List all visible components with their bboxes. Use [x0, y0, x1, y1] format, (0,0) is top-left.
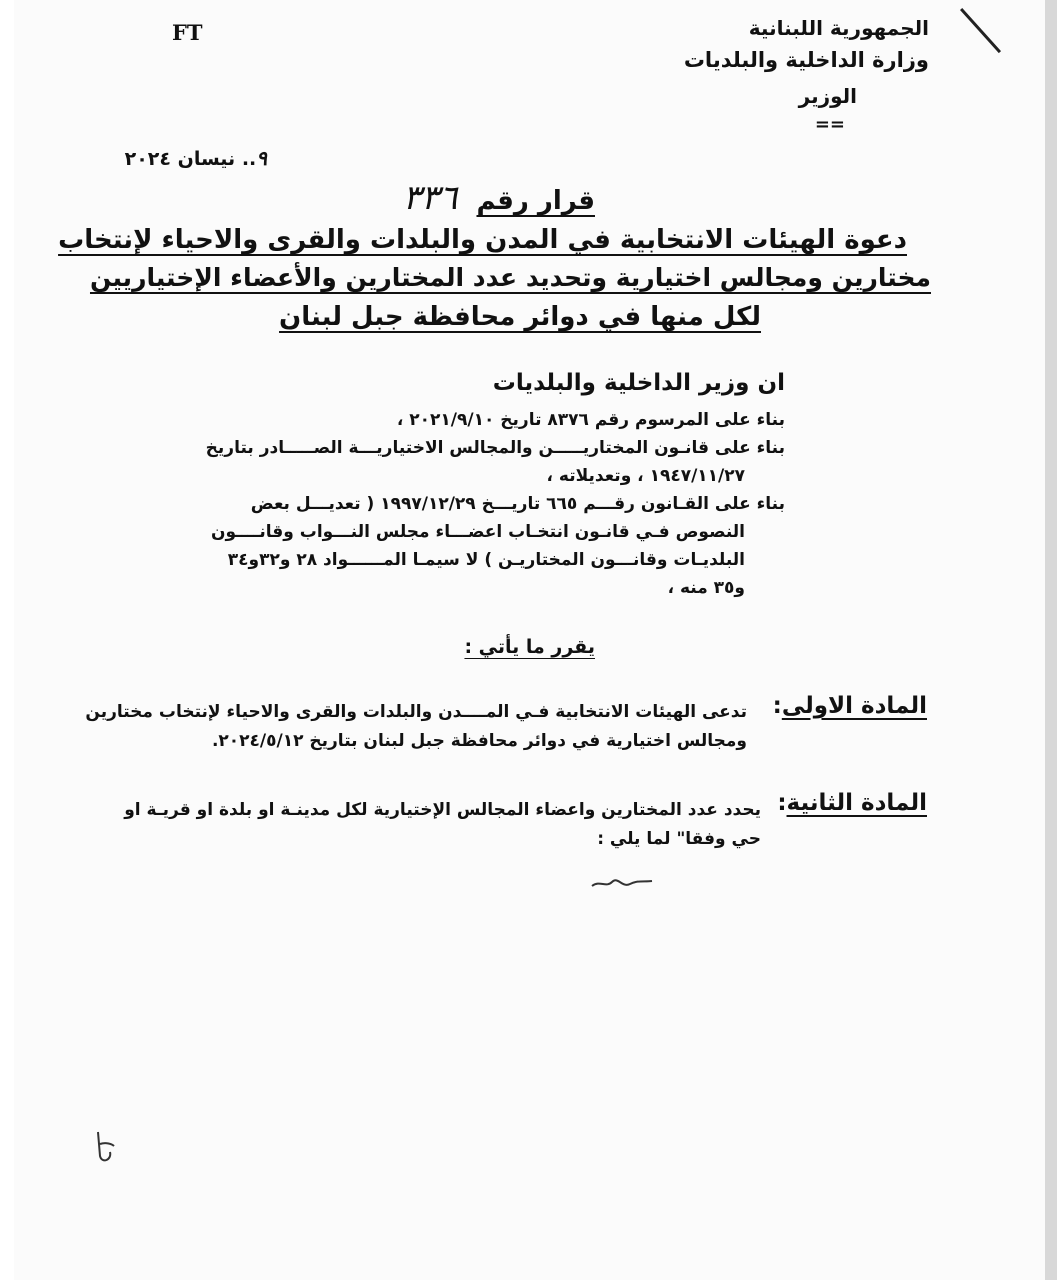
preamble-heading: ان وزير الداخلية والبلديات [492, 370, 785, 396]
article-2-text-1: يحدد عدد المختارين واعضاء المجالس الإختيارية لكل مدينـة او بلدة او قريـة او [124, 800, 761, 820]
preamble-item-6: البلديـات وقانـــون المختاريـن ) لا سيمـا المــــــواد ٢٨ و٣٢و٣٤ [227, 550, 745, 570]
preamble-item-5: النصوص فـي قانـون انتخـاب اعضـــاء مجلس النـــواب وقانــــون [210, 522, 745, 542]
article-2-heading: المادة الثانية: [777, 790, 927, 816]
decision-label: قرار رقم [476, 186, 595, 216]
title-line-2: مختارين ومجالس اختيارية وتحديد عدد المختارين والأعضاء الإختياريين [89, 263, 931, 292]
date-month-year: نيسان ٢٠٢٤ [124, 148, 236, 170]
header-republic: الجمهورية اللبنانية [748, 16, 929, 40]
handwritten-initial-mark [590, 872, 654, 894]
article-1-heading: المادة الاولى: [772, 693, 927, 719]
article-2-label: المادة الثانية [786, 790, 927, 816]
margin-pen-mark [90, 1130, 120, 1166]
preamble-item-7: و٣٥ منه ، [667, 578, 745, 598]
article-2-text-2: حي وفقا" لما يلي : [597, 829, 761, 849]
date-line: ٩.. نيسان ٢٠٢٤ [124, 146, 267, 170]
header-minister: الوزير [798, 84, 857, 108]
decides-heading: يقرر ما يأتي : [464, 636, 595, 658]
header-separator: == [814, 114, 845, 135]
article-1-text-2: ومجالس اختيارية في دوائر محافظة جبل لبنان بتاريخ ٢٠٢٤/٥/١٢. [211, 731, 747, 751]
title-line-3: لكل منها في دوائر محافظة جبل لبنان [279, 302, 761, 332]
header-ministry: وزارة الداخلية والبلديات [683, 48, 929, 72]
decision-heading [403, 178, 595, 218]
article-1-text-1: تدعى الهيئات الانتخابية فـي المــــدن والبلدات والقرى والاحياء لإنتخاب مختارين [85, 702, 747, 722]
preamble-item-4: بناء على القـانون رقـــم ٦٦٥ تاريـــخ ١٩٩٧/١٢/٢٩ ( تعديـــل بعض [250, 494, 785, 514]
preamble-item-2: بناء على قانـون المختاريـــــن والمجالس الاختياريـــة الصـــــادر بتاريخ [205, 438, 785, 458]
preamble-item-1: بناء على المرسوم رقم ٨٣٧٦ تاريخ ٢٠٢١/٩/١٠ ، [396, 410, 785, 430]
preamble-item-3: ١٩٤٧/١١/٢٧ ، وتعديلاته ، [546, 466, 745, 486]
article-1-label: المادة الاولى [781, 693, 927, 719]
decision-number: ٣٣٦ [402, 178, 458, 218]
date-day: ٩ [256, 146, 267, 170]
document-code: FT [172, 20, 203, 45]
title-line-1: دعوة الهيئات الانتخابية في المدن والبلدات والقرى والاحياء لإنتخاب [58, 225, 907, 255]
scan-edge [1045, 0, 1057, 1280]
